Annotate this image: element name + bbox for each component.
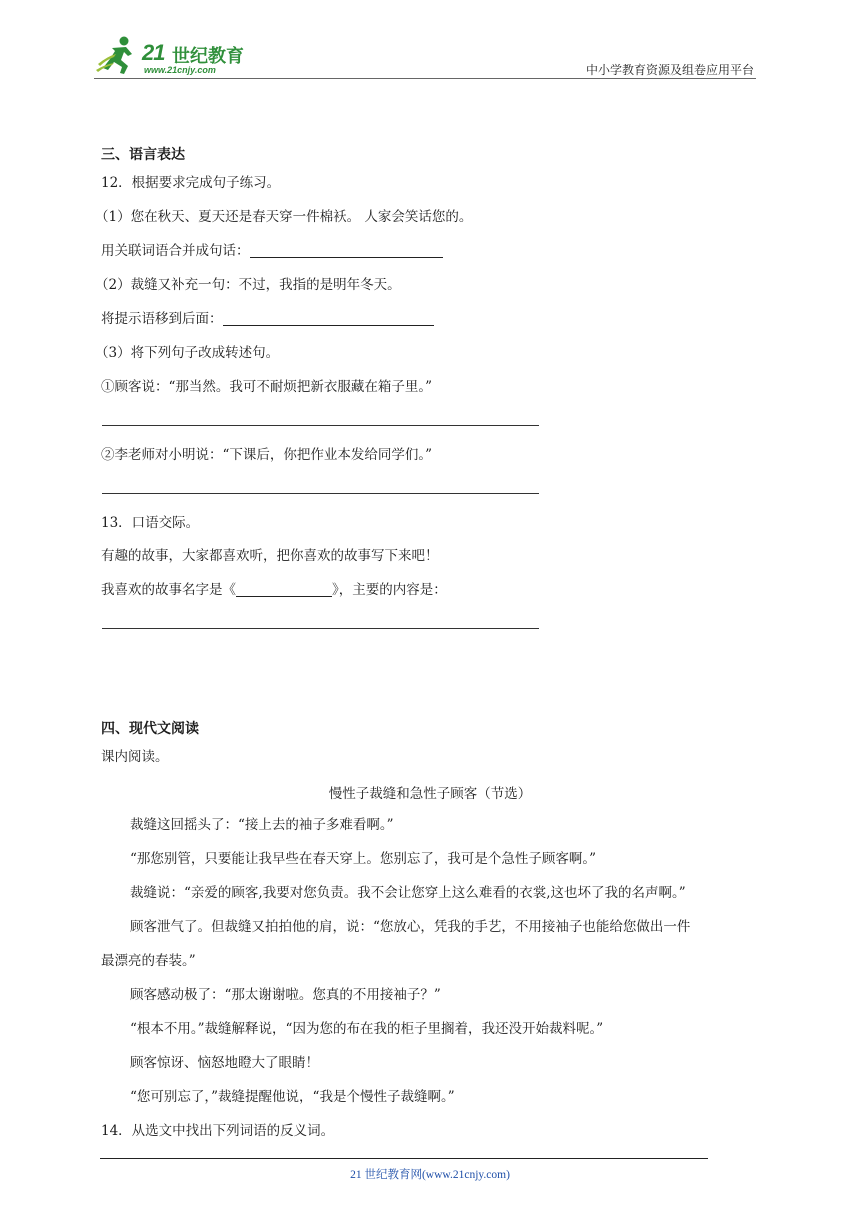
- section-3-title: 三、语言表达: [101, 147, 185, 163]
- section-4-title: 四、现代文阅读: [101, 721, 199, 737]
- answer-line[interactable]: [102, 425, 539, 426]
- q12-part1-task: [101, 242, 443, 260]
- footer-link[interactable]: 21 世纪教育网(www.21cnjy.com): [350, 1169, 510, 1181]
- q12-part1: （1）您在秋天、夏天还是春天穿一件棉袄。 人家会笑话您的。: [95, 209, 473, 225]
- q14-stem: 14．从选文中找出下列词语的反义词。: [101, 1123, 335, 1139]
- passage-paragraph: 顾客感动极了：“那太谢谢啦。您真的不用接袖子？”: [130, 987, 441, 1003]
- q13-line1: 有趣的故事，大家都喜欢听，把你喜欢的故事写下来吧！: [101, 548, 439, 564]
- q12-part2-task: [101, 310, 434, 328]
- passage-paragraph: 顾客惊讶、恼怒地瞪大了眼睛！: [130, 1055, 319, 1071]
- footer-divider: [100, 1158, 708, 1159]
- passage-paragraph: 顾客泄气了。但裁缝又拍拍他的肩，说：“您放心，凭我的手艺，不用接袖子也能给您做出一件: [130, 919, 691, 935]
- page-header: [94, 34, 756, 80]
- passage-paragraph: 裁缝这回摇头了：“接上去的袖子多难看啊。”: [130, 817, 394, 833]
- q12-stem: 12．根据要求完成句子练习。: [101, 175, 281, 191]
- q12-part2: （2）裁缝又补充一句：不过，我指的是明年冬天。: [95, 277, 401, 293]
- story-name-blank[interactable]: [236, 582, 332, 597]
- q13-stem: 13．口语交际。: [101, 515, 200, 531]
- header-divider: [94, 78, 756, 79]
- logo-text: 世纪教育: [172, 46, 244, 67]
- answer-line[interactable]: [102, 628, 539, 629]
- passage-paragraph: “那您别管，只要能让我早些在春天穿上。您别忘了，我可是个急性子顾客啊。”: [130, 851, 597, 867]
- q13-line2-pre: 我喜欢的故事名字是《: [101, 582, 236, 598]
- platform-name: 中小学教育资源及组卷应用平台: [585, 63, 754, 77]
- passage-paragraph: 裁缝说：“亲爱的顾客,我要对您负责。我不会让您穿上这么难看的衣裳,这也坏了我的名声啊。”: [130, 885, 686, 901]
- passage-paragraph-cont: 最漂亮的春装。”: [101, 953, 196, 969]
- site-logo: [94, 34, 264, 78]
- runner-logo-icon: [94, 34, 146, 78]
- q12-part3: （3）将下列句子改成转述句。: [95, 345, 280, 361]
- q13-line2-post: 》，主要的内容是：: [332, 582, 447, 598]
- answer-blank[interactable]: [223, 311, 434, 326]
- q12-part3-a: ①顾客说：“那当然。我可不耐烦把新衣服藏在箱子里。”: [101, 379, 433, 395]
- q12-part3-b: ②李老师对小明说：“下课后，你把作业本发给同学们。”: [101, 447, 433, 463]
- q13-line2: [101, 581, 447, 599]
- answer-line[interactable]: [102, 493, 539, 494]
- answer-blank[interactable]: [250, 243, 443, 258]
- passage-title: 慢性子裁缝和急性子顾客（节选）: [328, 786, 532, 802]
- q12-part1-task-label: 用关联词语合并成句话：: [101, 243, 250, 259]
- q12-part2-task-label: 将提示语移到后面：: [101, 311, 223, 327]
- reading-intro: 课内阅读。: [101, 749, 169, 765]
- logo-url: www.21cnjy.com: [144, 65, 216, 75]
- passage-paragraph: “根本不用。”裁缝解释说，“因为您的布在我的柜子里搁着，我还没开始裁料呢。”: [130, 1021, 604, 1037]
- passage-paragraph: “您可别忘了，”裁缝提醒他说，“我是个慢性子裁缝啊。”: [130, 1089, 455, 1105]
- logo-number: 21: [142, 40, 165, 65]
